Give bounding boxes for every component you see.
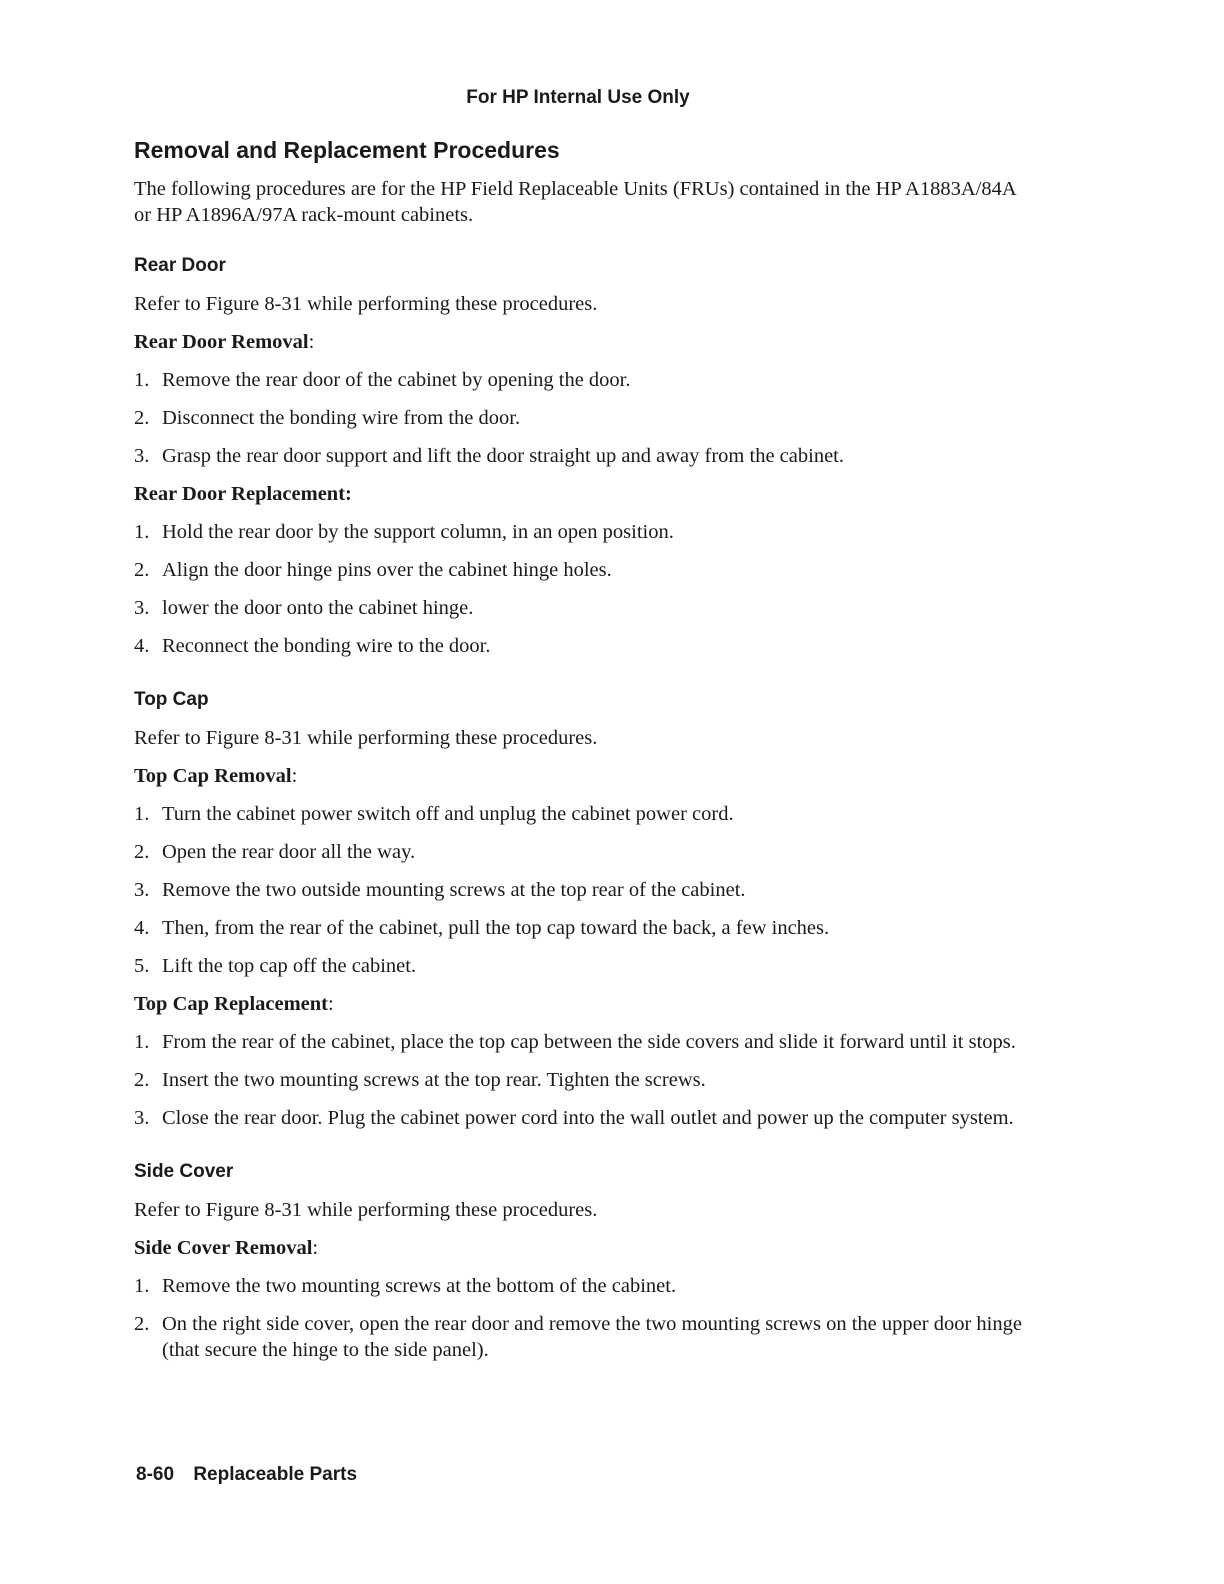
header-note: For HP Internal Use Only: [466, 87, 690, 108]
section-title: Side Cover: [134, 1161, 234, 1182]
step-number: 1.: [134, 803, 150, 825]
page-footer: [136, 1464, 357, 1486]
step-text: Insert the two mounting screws at the top rear. Tighten the screws.: [162, 1069, 706, 1091]
step-number: 3.: [134, 597, 150, 619]
procedure-steps: [134, 1029, 1034, 1131]
procedure-title-colon: :: [328, 993, 334, 1015]
list-item: [134, 633, 1034, 659]
step-number: 1.: [134, 521, 150, 543]
step-text: Turn the cabinet power switch off and unplug the cabinet power cord.: [162, 803, 734, 825]
procedure-title-text: Top Cap Replacement: [134, 993, 328, 1015]
list-item: [134, 519, 1034, 545]
step-text: Open the rear door all the way.: [162, 841, 416, 863]
list-item: [134, 1311, 1034, 1363]
procedure-steps: [134, 1273, 1034, 1363]
step-number: 4.: [134, 917, 150, 939]
section-gap: [134, 1143, 1034, 1159]
step-text: Then, from the rear of the cabinet, pull the top cap toward the back, a few inches.: [162, 917, 830, 939]
step-text: Reconnect the bonding wire to the door.: [162, 635, 491, 657]
figure-reference: Refer to Figure 8-31 while performing these procedures.: [134, 727, 598, 749]
sections-container: [134, 253, 1034, 1363]
step-text: Grasp the rear door support and lift the door straight up and away from the cabinet.: [162, 445, 844, 467]
step-number: 1.: [134, 369, 150, 391]
list-item: [134, 801, 1034, 827]
step-number: 2.: [134, 841, 150, 863]
step-number: 3.: [134, 1107, 150, 1129]
procedure-title-text: Side Cover Removal: [134, 1237, 313, 1259]
section-title: Top Cap: [134, 689, 209, 710]
procedure-steps: [134, 801, 1034, 979]
list-item: [134, 595, 1034, 621]
step-number: 4.: [134, 635, 150, 657]
list-item: [134, 953, 1034, 979]
step-text: Remove the two outside mounting screws at the top rear of the cabinet.: [162, 879, 746, 901]
procedure-title: [134, 329, 1034, 355]
section-title: Rear Door: [134, 255, 226, 276]
page-title: Removal and Replacement Procedures: [134, 137, 560, 163]
list-item: [134, 557, 1034, 583]
step-number: 1.: [134, 1031, 150, 1053]
procedure-title-colon: :: [291, 765, 298, 787]
procedure-title: [134, 991, 1034, 1017]
step-number: 2.: [134, 1313, 150, 1335]
figure-reference: Refer to Figure 8-31 while performing these procedures.: [134, 1199, 598, 1221]
step-text: On the right side cover, open the rear door and remove the two mounting screws on the upper door hinge (that secure the hinge to the side panel).: [162, 1313, 1022, 1361]
step-text: Remove the two mounting screws at the bottom of the cabinet.: [162, 1275, 677, 1297]
step-number: 3.: [134, 879, 150, 901]
figure-reference: Refer to Figure 8-31 while performing these procedures.: [134, 293, 598, 315]
list-item: [134, 1273, 1034, 1299]
procedure-title-text: Top Cap Removal: [134, 765, 292, 787]
step-number: 2.: [134, 559, 150, 581]
chapter-name: Replaceable Parts: [193, 1464, 358, 1485]
list-item: [134, 367, 1034, 393]
list-item: [134, 405, 1034, 431]
procedure-steps: [134, 367, 1034, 469]
step-text: From the rear of the cabinet, place the top cap between the side covers and slide it forward until it stops.: [162, 1031, 1016, 1053]
list-item: [134, 915, 1034, 941]
section-gap: [134, 671, 1034, 687]
step-text: Hold the rear door by the support column, in an open position.: [162, 521, 674, 543]
list-item: [134, 839, 1034, 865]
step-number: 2.: [134, 407, 150, 429]
intro-paragraph: The following procedures are for the HP Field Replaceable Units (FRUs) contained in the HP A1883A/84A or HP A1896A/97A rack-mount cabinets.: [134, 178, 1016, 226]
procedure-title: [134, 1235, 1034, 1261]
procedure-title-colon: :: [308, 331, 315, 353]
list-item: [134, 1067, 1034, 1093]
procedure-steps: [134, 519, 1034, 659]
step-number: 2.: [134, 1069, 150, 1091]
step-text: Close the rear door. Plug the cabinet power cord into the wall outlet and power up the computer system.: [162, 1107, 1014, 1129]
step-text: Disconnect the bonding wire from the door.: [162, 407, 521, 429]
procedure-title: [134, 481, 1034, 507]
procedure-title-colon: :: [312, 1237, 319, 1259]
document-content: [134, 134, 1034, 1375]
procedure-title-text: Rear Door Removal: [134, 331, 309, 353]
procedure-title: [134, 763, 1034, 789]
step-text: Lift the top cap off the cabinet.: [162, 955, 417, 977]
step-text: Remove the rear door of the cabinet by opening the door.: [162, 369, 631, 391]
step-number: 3.: [134, 445, 150, 467]
page-number: 8-60: [136, 1464, 175, 1485]
step-number: 5.: [134, 955, 150, 977]
list-item: [134, 1029, 1034, 1055]
step-number: 1.: [134, 1275, 150, 1297]
list-item: [134, 443, 1034, 469]
procedure-title-text: Rear Door Replacement:: [134, 483, 352, 505]
list-item: [134, 877, 1034, 903]
list-item: [134, 1105, 1034, 1131]
step-text: Align the door hinge pins over the cabinet hinge holes.: [162, 559, 612, 581]
step-text: lower the door onto the cabinet hinge.: [162, 597, 474, 619]
